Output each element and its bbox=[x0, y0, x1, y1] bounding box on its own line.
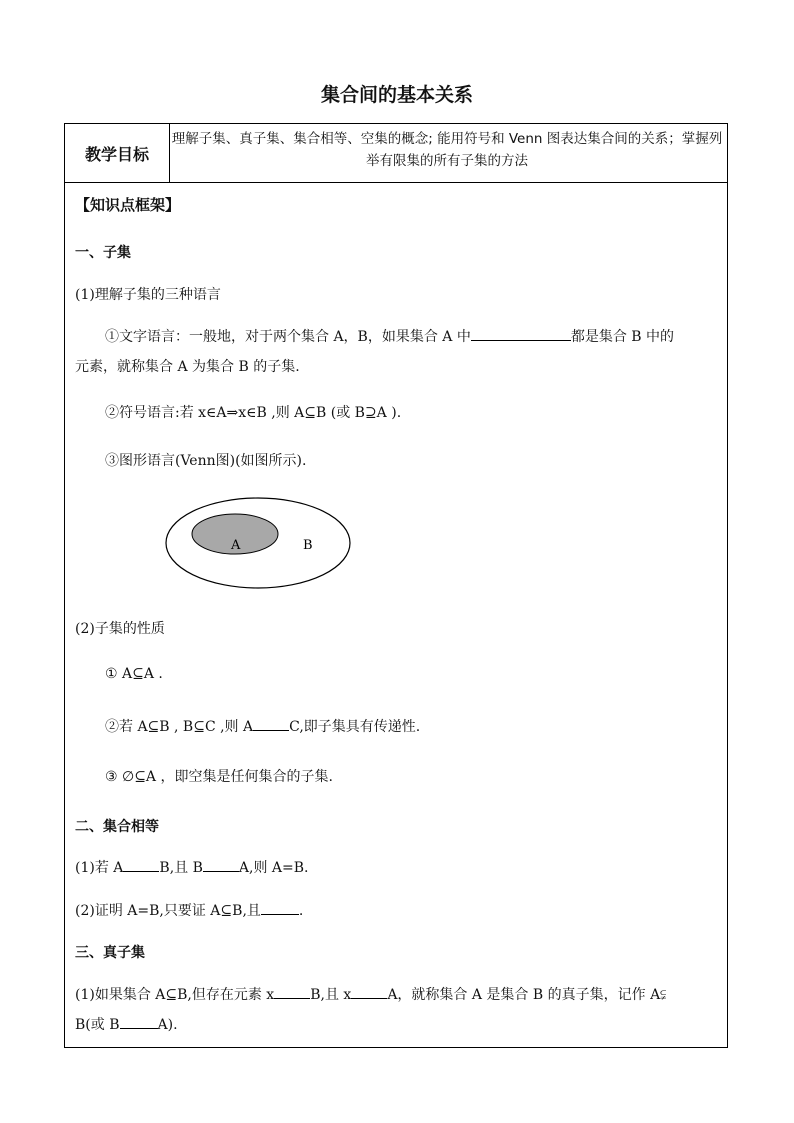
inner-set-label: A bbox=[231, 538, 241, 553]
framework-heading: 【知识点框架】 bbox=[75, 196, 181, 214]
section-3-heading: 三、真子集 bbox=[75, 945, 145, 961]
fill-blank[interactable] bbox=[261, 900, 299, 915]
word-language-part2: 都是集合 B 中的 bbox=[570, 329, 675, 345]
subset-properties: (2)子集的性质 bbox=[75, 621, 165, 637]
word-language-line bbox=[105, 326, 674, 346]
equality-part1: (1)若 A bbox=[75, 860, 124, 876]
graph-language: ③图形语言(Venn图)(如图所示). bbox=[105, 453, 307, 469]
word-language-part1: ①文字语言：一般地，对于两个集合 A，B，如果集合 A 中 bbox=[105, 329, 471, 345]
fill-blank[interactable] bbox=[203, 857, 239, 872]
fill-blank[interactable] bbox=[123, 857, 159, 872]
goal-label: 教学目标 bbox=[65, 124, 170, 182]
equality-part2: B,且 B bbox=[159, 860, 203, 876]
fill-blank[interactable] bbox=[120, 1014, 158, 1029]
property-1: ① A⊆A . bbox=[105, 666, 163, 682]
property-2-part1: ②若 A⊆B , B⊆C ,则 A bbox=[105, 719, 254, 735]
fill-blank[interactable] bbox=[274, 984, 310, 999]
equality-part3: A,则 A=B. bbox=[238, 860, 309, 876]
fill-blank[interactable] bbox=[471, 326, 571, 341]
venn-diagram bbox=[164, 496, 354, 590]
proper-part2: B,且 x bbox=[310, 987, 352, 1003]
goal-row bbox=[65, 124, 727, 183]
proper-part5: A). bbox=[157, 1017, 178, 1033]
equality-line-1 bbox=[75, 857, 308, 877]
property-2-part2: C,即子集具有传递性. bbox=[289, 719, 421, 735]
proper-part4: B(或 B bbox=[75, 1017, 120, 1033]
fill-blank[interactable] bbox=[253, 716, 289, 731]
equality-proof-part1: (2)证明 A=B,只要证 A⊆B,且 bbox=[75, 903, 261, 919]
equality-proof-part2: . bbox=[298, 903, 304, 919]
subset-three-languages: (1)理解子集的三种语言 bbox=[75, 287, 221, 303]
goal-text: 理解子集、真子集、集合相等、空集的概念; 能用符号和 Venn 图表达集合间的关系；掌握列举有限集的所有子集的方法 bbox=[171, 131, 723, 169]
property-2-line bbox=[105, 716, 420, 736]
proper-subset-line-1 bbox=[75, 984, 666, 1004]
fill-blank[interactable] bbox=[351, 984, 387, 999]
symbol-language: ②符号语言:若 x∈A⇒x∈B ,则 A⊆B (或 B⊇A ). bbox=[105, 405, 402, 421]
proper-part1: (1)如果集合 A⊆B,但存在元素 x bbox=[75, 987, 275, 1003]
proper-part3: A，就称集合 A 是集合 B 的真子集，记作 A⫋ bbox=[387, 987, 667, 1003]
proper-subset-line-2 bbox=[75, 1014, 178, 1034]
word-language-part3: 元素，就称集合 A 为集合 B 的子集. bbox=[75, 359, 300, 375]
section-1-heading: 一、子集 bbox=[75, 245, 131, 261]
section-2-heading: 二、集合相等 bbox=[75, 819, 159, 835]
page-title: 集合间的基本关系 bbox=[320, 84, 473, 106]
outer-set-label: B bbox=[303, 538, 313, 553]
content-table bbox=[64, 123, 728, 1048]
equality-line-2 bbox=[75, 900, 303, 920]
property-3: ③ ∅⊆A ，即空集是任何集合的子集. bbox=[105, 769, 333, 785]
